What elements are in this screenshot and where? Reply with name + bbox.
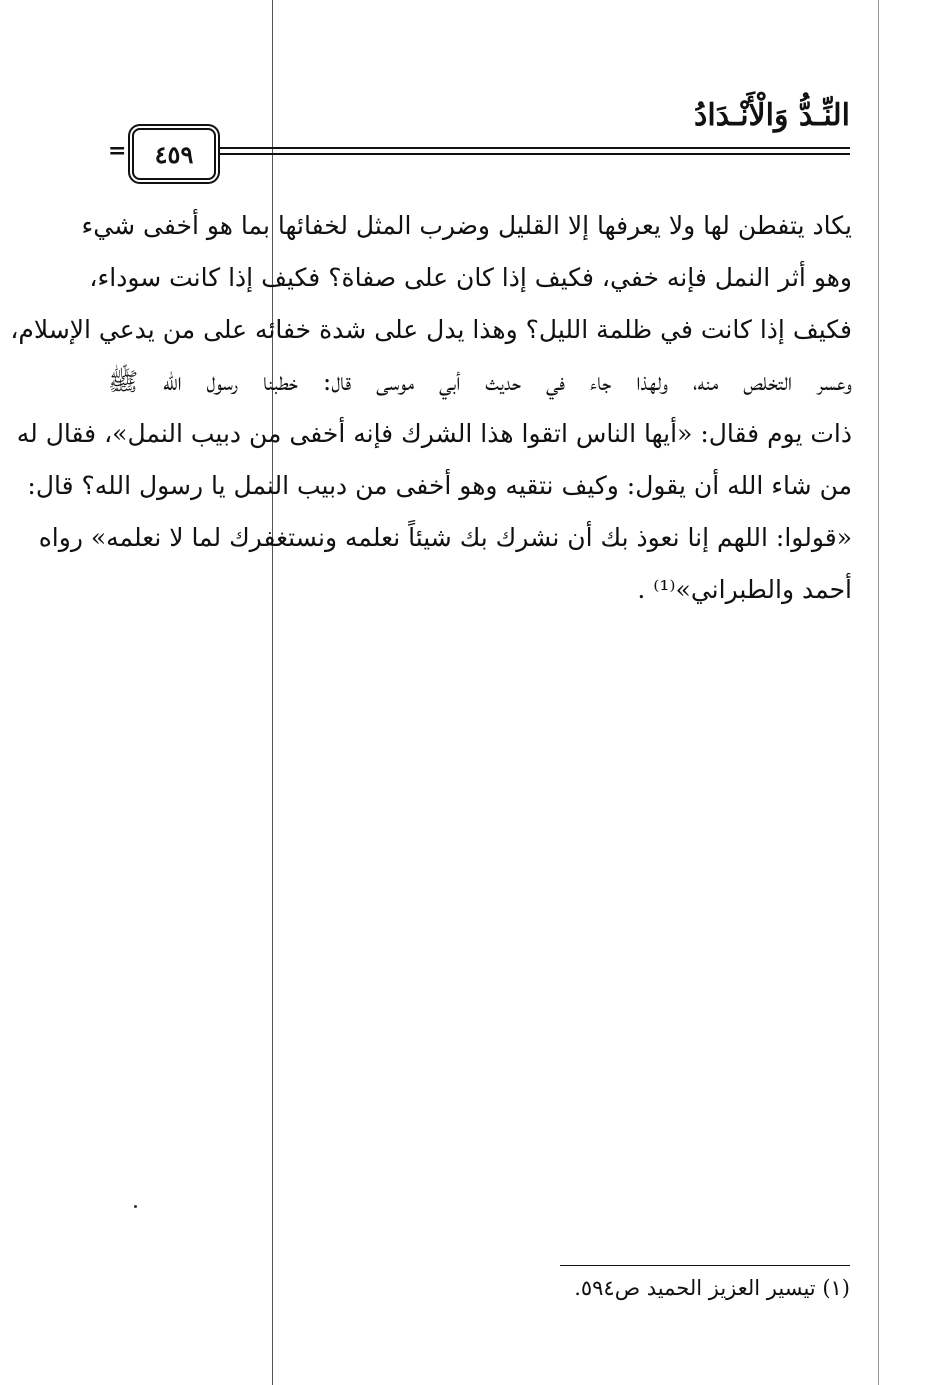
scan-speck — [134, 1205, 137, 1208]
body-line-6: من شاء الله أن يقول: وكيف نتقيه وهو أخفى من دبيب النمل يا رسول الله؟ قال: — [27, 471, 852, 500]
page-number: ٤٥٩ — [154, 139, 194, 169]
footnote-1: (١) تيسير العزيز الحميد ص٥٩٤. — [574, 1276, 850, 1300]
body-line-4: وعسر التخلص منه، ولهذا جاء في حديث أبي موسى قال: خطبنا رسول الله ﷺ — [108, 367, 852, 396]
scan-edge-line-right — [878, 0, 879, 1385]
body-line-8: أحمد والطبراني»⁽¹⁾ . — [637, 575, 852, 604]
body-line-2: وهو أثر النمل فإنه خفي، فكيف إذا كان على صفاة؟ فكيف إذا كانت سوداء، — [89, 263, 852, 292]
body-line-3: فكيف إذا كانت في ظلمة الليل؟ وهذا يدل على شدة خفائه على من يدعي الإسلام، — [10, 315, 852, 344]
footnote-rule — [560, 1265, 850, 1266]
body-line-5: ذات يوم فقال: «أيها الناس اتقوا هذا الشرك فإنه أخفى من دبيب النمل»، فقال له — [16, 419, 852, 448]
body-line-7: «قولوا: اللهم إنا نعوذ بك أن نشرك بك شيئاً نعلمه ونستغفرك لما لا نعلمه» رواه — [38, 523, 852, 552]
running-header-title: النِّـدُّ وَالْأَنْـدَادُ — [693, 98, 850, 133]
header-rule-bottom — [216, 153, 850, 155]
header-rule-top — [216, 147, 850, 149]
body-line-1: يكاد يتفطن لها ولا يعرفها إلا القليل وضرب المثل لخفائها بما هو أخفى شيء — [81, 211, 852, 240]
page-number-mark: = — [108, 138, 127, 164]
page-number-frame — [132, 128, 216, 180]
body-paragraph — [10, 200, 852, 616]
